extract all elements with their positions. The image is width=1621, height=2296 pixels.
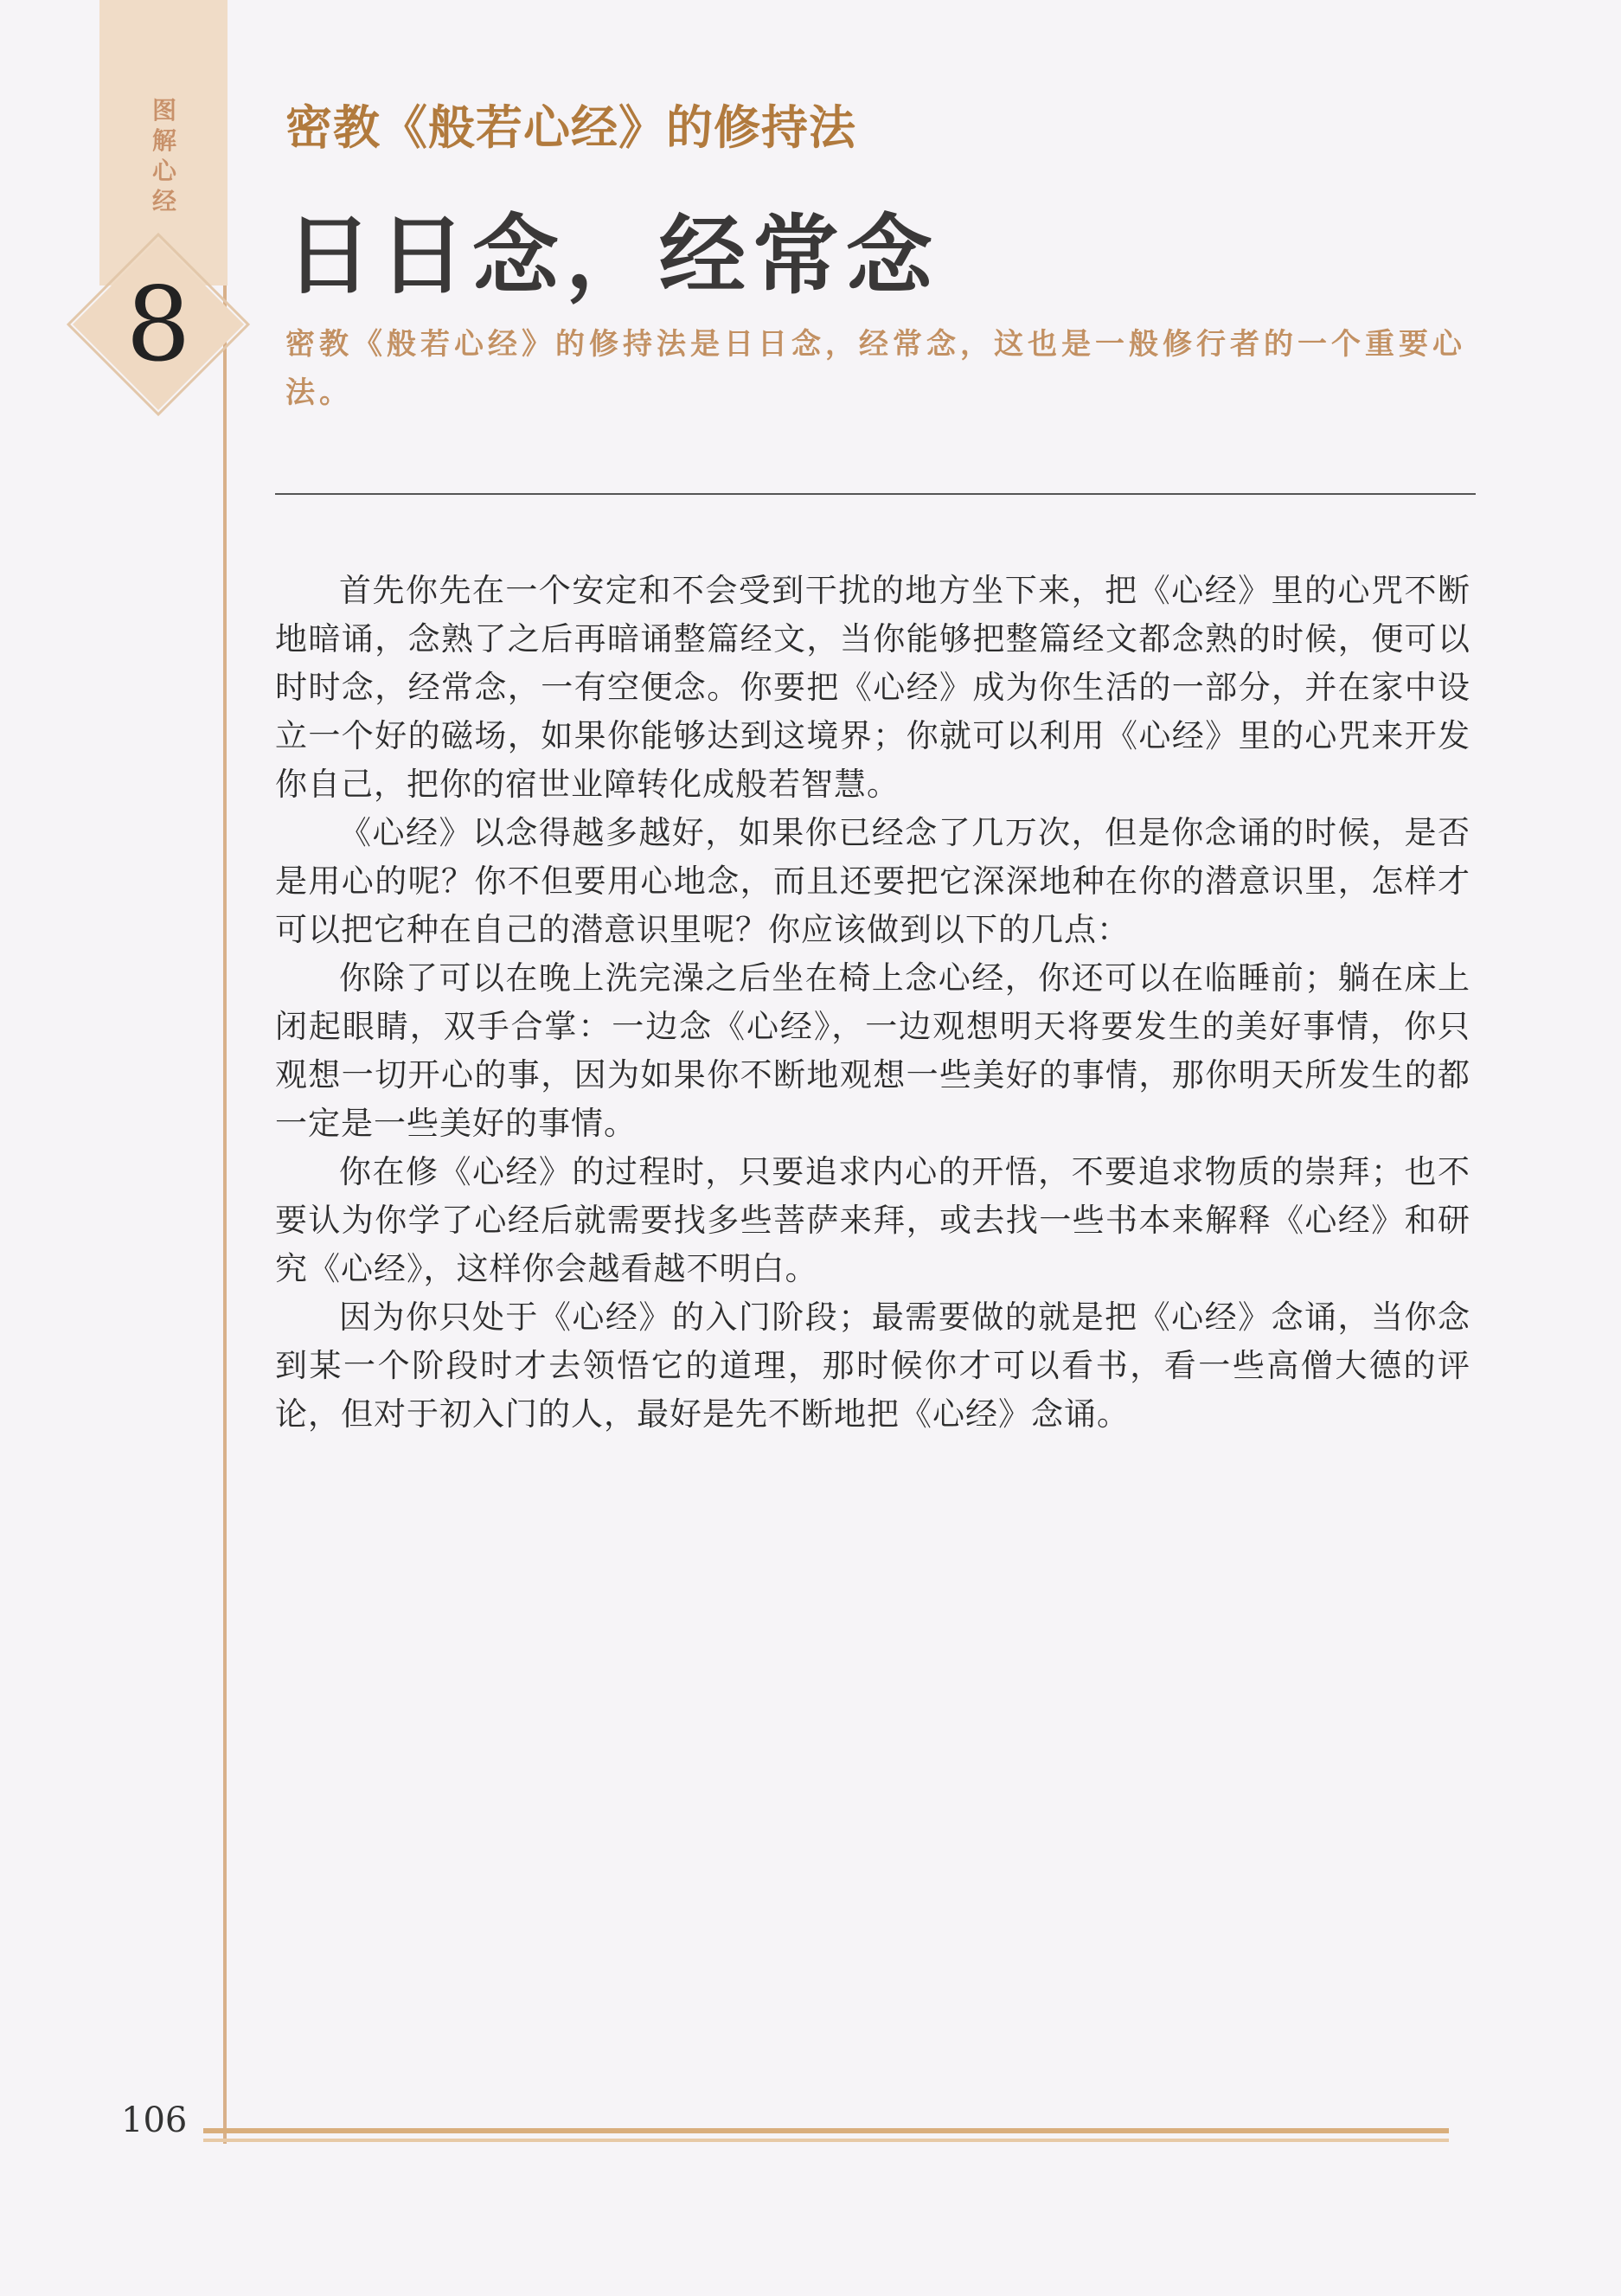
paragraph: 你除了可以在晚上洗完澡之后坐在椅上念心经，你还可以在临睡前；躺在床上闭起眼睛，双手合掌：一边念《心经》，一边观想明天将要发生的美好事情，你只观想一切开心的事，因为如果你不断地观想一些美好的事情，那你明天所发生的都一定是一些美好的事情。 [275, 959, 1470, 1142]
paragraph: 你在修《心经》的过程时，只要追求内心的开悟，不要追求物质的崇拜；也不要认为你学了心经后就需要找多些菩萨来拜，或去找一些书本来解释《心经》和研究《心经》，这样你会越看越不明白。 [275, 1153, 1470, 1287]
section-divider [275, 493, 1476, 495]
left-margin-line [223, 285, 227, 2144]
section-subtitle: 密教《般若心经》的修持法 [285, 99, 856, 155]
page-number: 106 [121, 2100, 188, 2140]
article-body [275, 567, 1470, 1439]
book-label-char: 图 [151, 96, 176, 125]
book-label-char: 心 [151, 157, 176, 185]
paragraph: 因为你只处于《心经》的入门阶段；最需要做的就是把《心经》念诵，当你念到某一个阶段时才去领悟它的道理，那时候你才可以看书，看一些高僧大德的评论，但对于初入门的人，最好是先不断地把《心经》念诵。 [275, 1299, 1470, 1433]
paragraph: 《心经》以念得越多越好，如果你已经念了几万次，但是你念诵的时候，是否是用心的呢？你不但要用心地念，而且还要把它深深地种在你的潜意识里，怎样才可以把它种在自己的潜意识里呢？你应该做到以下的几点： [275, 814, 1470, 948]
page-title: 日日念，经常念 [285, 204, 939, 306]
chapter-number: 8 [125, 265, 191, 384]
paragraph: 首先你先在一个安定和不会受到干扰的地方坐下来，把《心经》里的心咒不断地暗诵，念熟了之后再暗诵整篇经文，当你能够把整篇经文都念熟的时候，便可以时时念，经常念，一有空便念。你要把《心经》成为你生活的一部分，并在家中设立一个好的磁场，如果你能够达到这境界；你就可以利用《心经》里的心咒来开发你自己，把你的宿世业障转化成般若智慧。 [275, 572, 1470, 803]
footer-rule [203, 2128, 1449, 2133]
intro-text: 密教《般若心经》的修持法是日日念，经常念，这也是一般修行者的一个重要心法。 [285, 327, 1466, 410]
book-label-char: 经 [151, 187, 176, 215]
book-label-char: 解 [151, 126, 176, 155]
footer-rule-thin [203, 2139, 1449, 2142]
book-label [147, 95, 182, 216]
